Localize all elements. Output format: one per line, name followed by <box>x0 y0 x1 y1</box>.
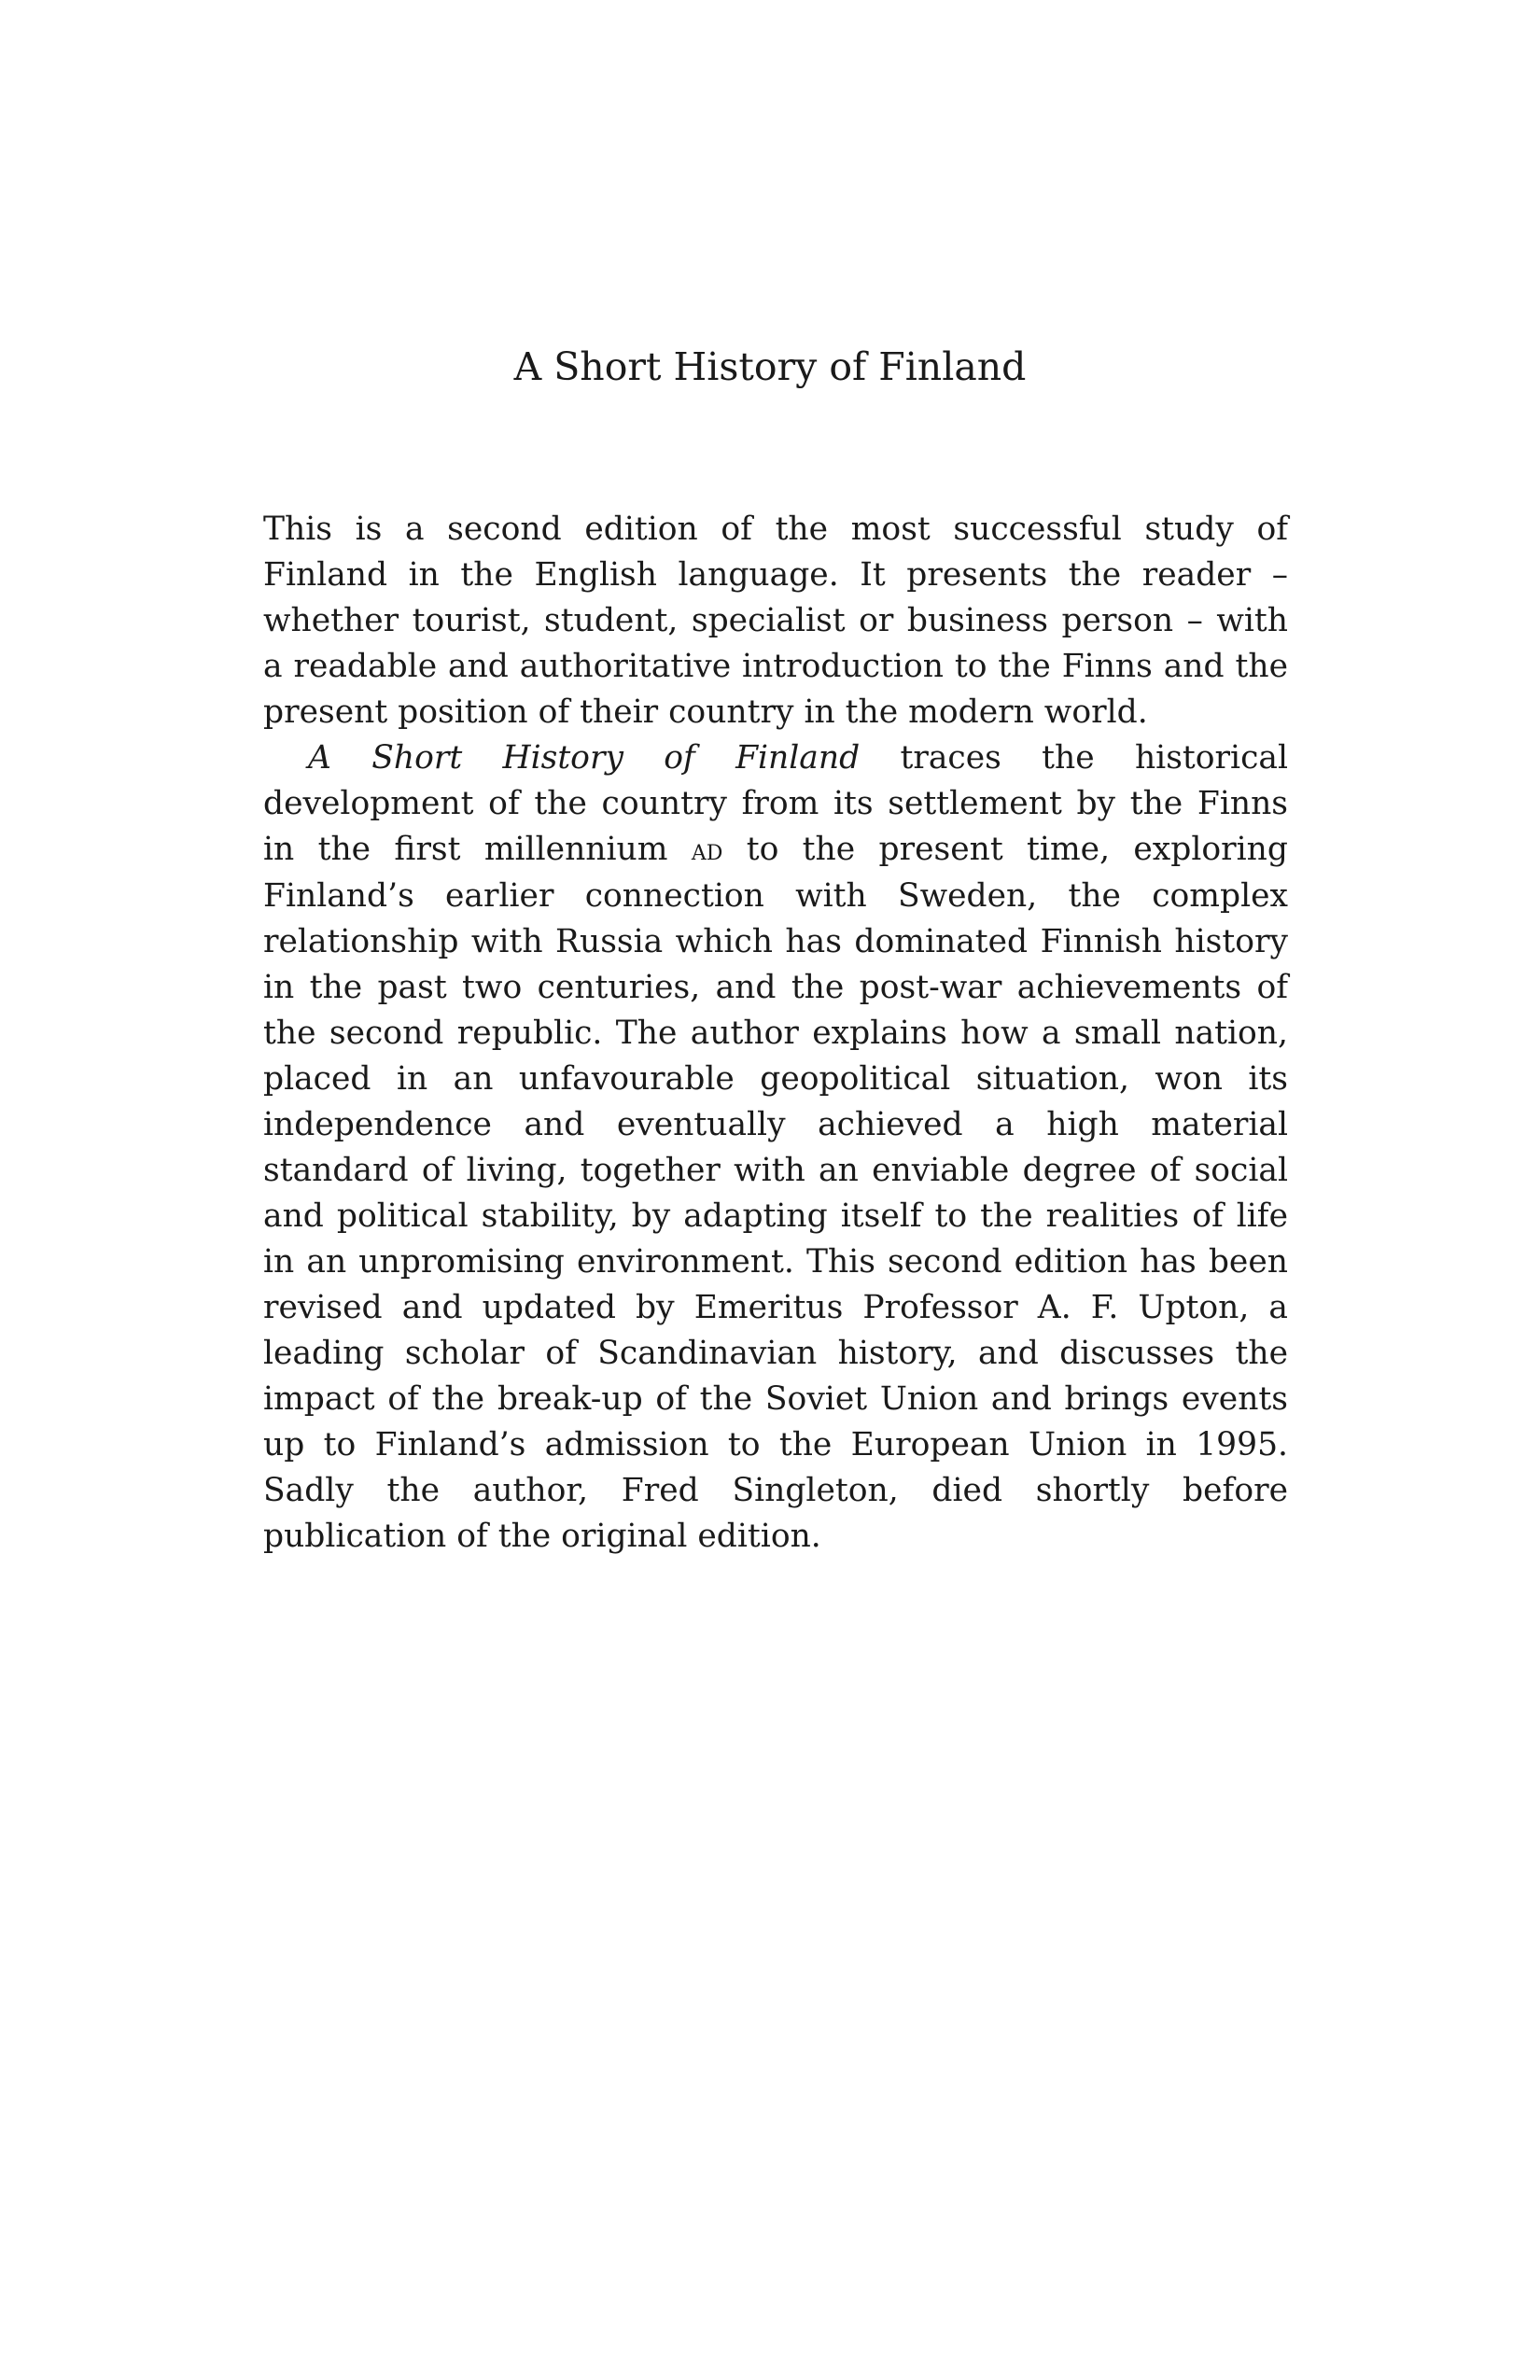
book-title: A Short History of Finland <box>513 344 1027 389</box>
description-paragraph-2 <box>263 735 1288 1560</box>
paragraph-2-text-part-1: traces the historical development of the country from its settlement by the Finns in the first millennium <box>263 739 1289 868</box>
description-paragraph-1: This is a second edition of the most successful study of Finland in the English language. It presents the reader – whether tourist, student, specialist or business person – with a readable and authoritative introduction to the Finns and the present position of their country in the modern world. <box>263 511 1288 731</box>
paragraph-2-text-part-2: to the present time, exploring Finland’s earlier connection with Sweden, the complex relationship with Russia which has dominated Finnish history in the past two centuries, and the post-war achievements of the second republic. The author explains how a small nation, placed in an unfavourable geopolitical situation, won its independence and eventually achieved a high material standard of living, together with an enviable degree of social and political stability, by adapting itself to the realities of life in an unpromising environment. This second edition has been revised and updated by Emeritus Professor A. F. Upton, a leading scholar of Scandinavian history, and discusses the impact of the break-up of the Soviet Union and brings events up to Finland’s admission to the European Union in 1995. Sadly the author, Fred Singleton, died shortly before publication of the original edition. <box>263 831 1288 1555</box>
era-abbreviation: ad <box>691 833 723 867</box>
title-reference: A Short History of Finland <box>308 739 861 777</box>
book-description <box>263 507 1288 1560</box>
